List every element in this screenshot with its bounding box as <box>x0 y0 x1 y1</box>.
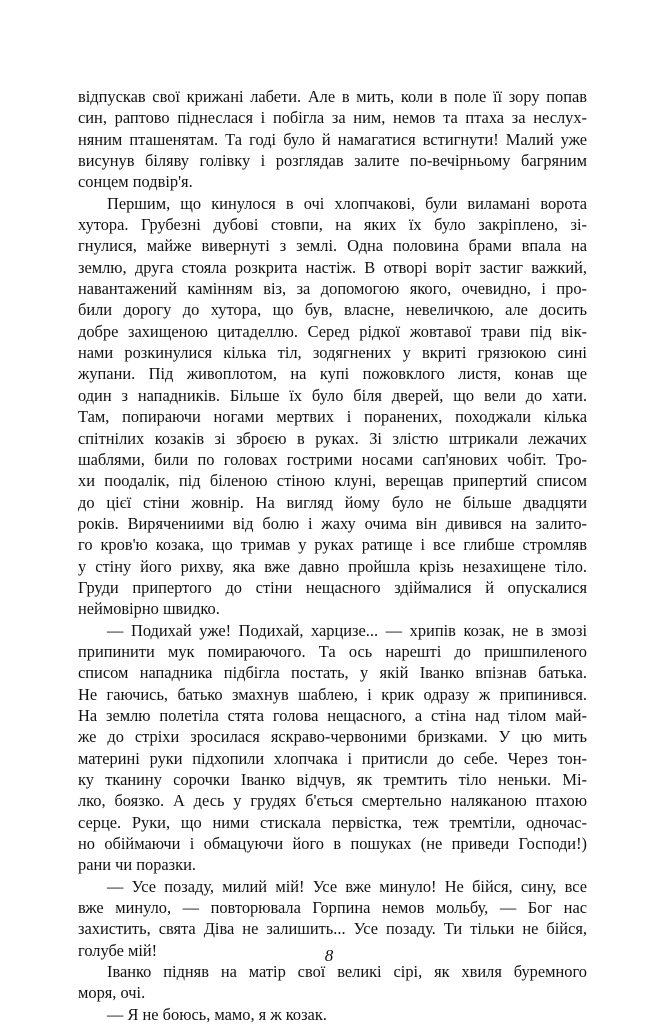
text-line: списом нападника підбігла постать, у якій Іванко впізнав батька. <box>78 663 587 683</box>
text-line: — Я не боюсь, мамо, я ж козак. <box>107 1004 327 1024</box>
text-line: у стіну його рихву, яка вже давно пройшла крізь незахищене тіло. <box>78 556 587 576</box>
text-line: спітнілих козаків зі зброєю в руках. Зі злістю штрикали лежачих <box>78 428 587 448</box>
text-line: Груди припертого до стіни нещасного здіймалися й опускалися <box>78 577 587 597</box>
text-line: сонцем подвір'я. <box>78 172 193 192</box>
text-line: моря, очі. <box>78 983 146 1003</box>
paragraph <box>78 86 587 193</box>
text-line: висунув біляву голівку і розглядав залите по-вечірньому багряним <box>78 151 587 171</box>
text-line: рани чи поразки. <box>78 855 196 875</box>
text-line: — Усе позаду, милий мій! Усе вже минуло! Не бійся, сину, все <box>107 876 587 896</box>
text-line: син, раптово піднеслася і побігла за ним, немов та птаха за неслух- <box>78 108 587 128</box>
text-line: Першим, що кинулося в очі хлопчакові, були виламані ворота <box>107 193 587 213</box>
text-line: но обіймаючи і обмацуючи його в пошуках (не приведи Господи!) <box>78 834 587 854</box>
text-line: голубе мій! <box>78 940 158 960</box>
text-line: жупани. Під живоплотом, на купі пожовклого листя, конав ще <box>78 364 587 384</box>
text-line: Не гаючись, батько змахнув шаблею, і крик одразу ж припинився. <box>78 684 587 704</box>
text-line: один з нападників. Більше їх було біля дверей, що вели до хати. <box>78 385 587 405</box>
text-line: неймовірно швидко. <box>78 599 220 619</box>
text-line: же до стріхи зросилася яскраво-червоними бризками. У цю мить <box>78 727 587 747</box>
text-line: землю, друга стояла розкрита настіж. В отворі воріт застиг важкий, <box>78 257 587 277</box>
paragraph <box>78 193 587 620</box>
text-line: відпускав свої крижані лабети. Але в мить, коли в поле її зору попав <box>78 87 587 106</box>
text-line: вже минуло, — повторювала Горпина немов мольбу, — Бог нас <box>78 898 587 918</box>
text-line: — Подихай уже! Подихай, харцизе... — хрипів козак, не в змозі <box>107 620 587 640</box>
text-line: до цієї стіни жовнір. На вигляд йому було не більше двадцяти <box>78 492 587 512</box>
text-line: На землю полетіла стята голова нещасного, а стіна над тілом май- <box>78 705 587 725</box>
text-line: Там, попираючи ногами мертвих і поранених, походжали кілька <box>78 407 587 427</box>
text-line: били дорогу до хутора, що був, власне, невеличкою, але досить <box>78 300 587 320</box>
page-text <box>78 86 587 1025</box>
text-line: хутора. Грубезні дубові стовпи, на яких їх було закріплено, зі- <box>78 215 587 235</box>
text-line: захистить, свята Діва не залишить... Усе позаду. Ти тільки не бійся, <box>78 919 587 939</box>
text-line: шаблями, били по головах гострими носами сап'янових чобіт. Тро- <box>78 449 587 469</box>
text-line: серце. Руки, що ними стискала первістка, теж тремтіли, одночас- <box>78 812 587 832</box>
text-line: лко, боязко. А десь у грудях б'ється смертельно наляканою птахою <box>78 791 587 811</box>
text-line: няним пташенятам. Та годі було й намагатися встигнути! Малий уже <box>78 129 587 149</box>
text-line: Іванко підняв на матір свої великі сірі, як хвиля буремного <box>107 962 587 982</box>
text-line: навантажений камінням віз, за допомогою якого, очевидно, і про- <box>78 279 587 299</box>
text-line: хи поодалік, під біленою стіною клуні, верещав припертий списом <box>78 471 587 491</box>
text-line: нами розкинулися кілька тіл, зодягнених у вкриті грязюкою сині <box>78 343 587 363</box>
paragraph <box>78 961 587 1004</box>
paragraph <box>78 620 587 876</box>
page-number: 8 <box>324 946 334 965</box>
text-line: припинити мук помираючого. Та ось нарешті до пришпиленого <box>78 641 587 661</box>
paragraph <box>78 1004 587 1025</box>
text-line: го кров'ю козака, що тримав у руках ратище і все глибше стромляв <box>78 535 587 555</box>
text-line: років. Вирячениими від болю і жаху очима він дивився на залито- <box>78 513 587 533</box>
text-line: добре захищеною цитаделлю. Серед рідкої жовтавої трави під вік- <box>78 321 587 341</box>
text-line: гнулися, майже вивернуті з землі. Одна половина брами впала на <box>78 236 587 256</box>
text-line: материні руки підхопили хлопчака і притисли до себе. Через тон- <box>78 748 587 768</box>
text-line: ку тканину сорочки Іванко відчув, як тремтить тіло неньки. Мі- <box>78 770 587 789</box>
